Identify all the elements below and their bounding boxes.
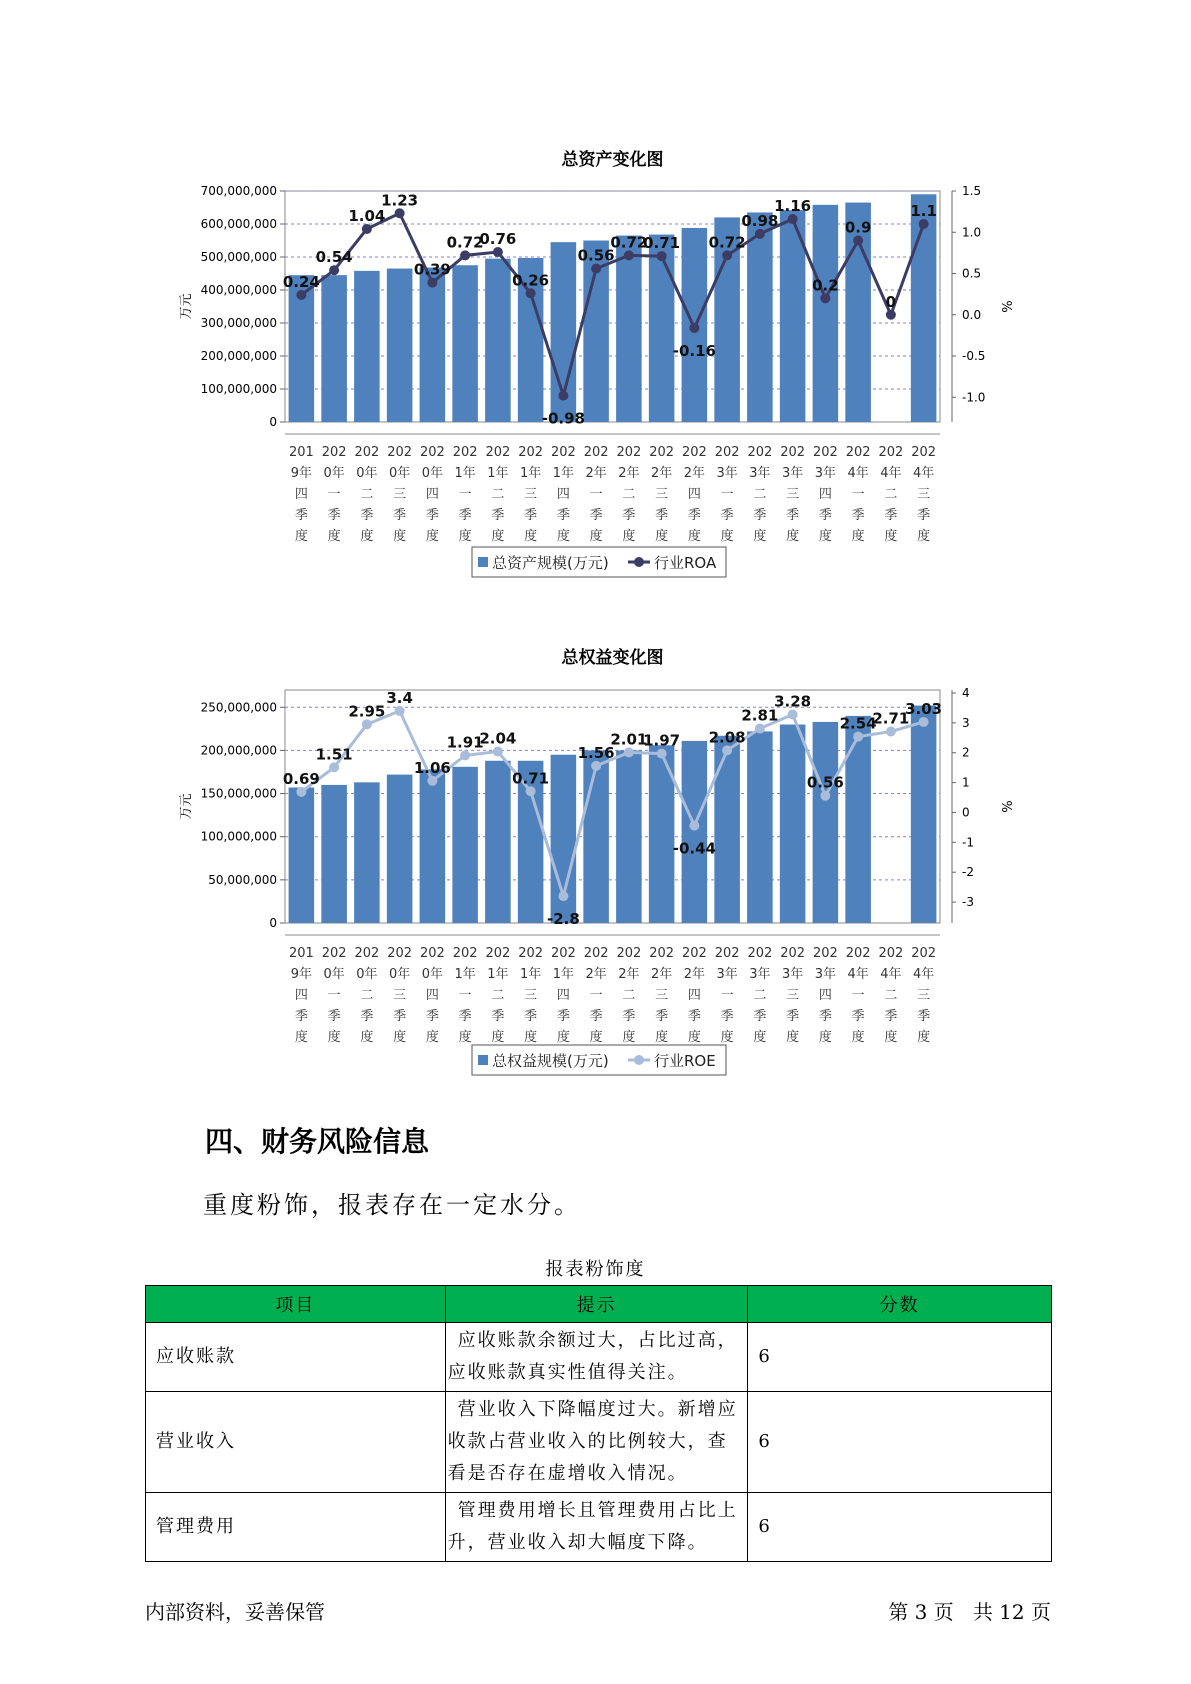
x-tick-label: 202 1年三季度 <box>518 445 544 544</box>
y-tick-label: 200,000,000 <box>200 743 277 758</box>
x-tick-label: 202 4年三季度 <box>911 445 937 544</box>
line-point <box>853 732 863 742</box>
x-tick-label: 202 0年三季度 <box>387 946 413 1045</box>
section-paragraph: 重度粉饰，报表存在一定水分。 <box>203 1191 581 1219</box>
bar <box>813 722 839 923</box>
data-label: 0.69 <box>282 769 320 788</box>
bar <box>813 205 839 422</box>
line-point <box>526 288 536 298</box>
bar <box>911 706 937 923</box>
data-label: 0.39 <box>413 260 451 279</box>
line-point <box>395 706 405 716</box>
line-point <box>296 787 306 797</box>
line-point <box>395 208 405 218</box>
data-label: -0.44 <box>672 839 716 858</box>
total-assets-chart-svg <box>0 140 1191 600</box>
x-tick-label: 202 1年四季度 <box>550 946 576 1045</box>
row-score: 6 <box>748 1323 1052 1392</box>
line-point <box>919 717 929 727</box>
x-tick-label: 202 0年四季度 <box>419 946 445 1045</box>
line-point <box>329 762 339 772</box>
line-point <box>886 310 896 320</box>
x-tick-label: 202 2年四季度 <box>681 946 707 1045</box>
line-point <box>657 251 667 261</box>
x-tick-label: 201 9年四季度 <box>288 946 314 1045</box>
bar <box>714 736 740 923</box>
y-tick-label: 100,000,000 <box>200 829 277 844</box>
line-point <box>329 265 339 275</box>
legend-line-label: 行业ROE <box>654 1052 716 1070</box>
x-tick-label: 202 1年二季度 <box>485 946 511 1045</box>
legend-line-marker <box>634 557 644 567</box>
y-tick-label: 400,000,000 <box>200 283 277 297</box>
line-point <box>624 250 634 260</box>
x-tick-label: 202 1年一季度 <box>452 445 478 544</box>
y2-tick-label: 0.5 <box>962 266 982 281</box>
table-row <box>146 1323 1052 1392</box>
line-point <box>493 747 503 757</box>
table-row <box>146 1493 1052 1562</box>
y2-tick-label: 0.0 <box>962 307 982 322</box>
bar <box>616 750 642 923</box>
table-row <box>146 1392 1052 1493</box>
line-point <box>919 219 929 229</box>
line-point <box>591 264 601 274</box>
y2-tick-label: -2 <box>962 865 974 880</box>
x-tick-label: 202 2年一季度 <box>583 445 609 544</box>
x-tick-label: 202 1年一季度 <box>452 946 478 1045</box>
bar <box>485 761 511 923</box>
line-point <box>820 293 830 303</box>
data-label: 0.72 <box>610 233 648 252</box>
bar <box>780 725 806 923</box>
line-point <box>493 247 503 257</box>
footer-confidential: 内部资料，妥善保管 <box>145 1600 325 1624</box>
x-tick-label: 202 2年三季度 <box>649 946 675 1045</box>
y2-tick-label: 2 <box>962 745 970 760</box>
line-point <box>460 750 470 760</box>
row-hint: 管理费用增长且管理费用占比上升，营业收入却大幅度下降。 <box>445 1493 748 1562</box>
data-label: 1.56 <box>577 743 615 762</box>
total-equity-chart-svg <box>0 640 1191 1090</box>
data-label: -0.98 <box>541 409 585 428</box>
y-tick-label: 600,000,000 <box>200 217 277 231</box>
bar <box>452 265 478 422</box>
data-label: 2.95 <box>348 702 386 721</box>
bar <box>387 269 413 422</box>
line-point <box>427 776 437 786</box>
data-label: -2.8 <box>546 910 580 929</box>
y2-tick-label: 1.5 <box>962 184 982 198</box>
data-label: 3.03 <box>905 699 943 718</box>
x-tick-label: 201 9年四季度 <box>288 445 314 544</box>
data-label: 0.72 <box>708 233 746 252</box>
bar <box>452 767 478 923</box>
plot-area <box>282 191 940 422</box>
x-tick-label: 202 1年二季度 <box>485 445 511 544</box>
data-label: 0.26 <box>512 271 550 290</box>
data-label: 1.23 <box>381 191 419 210</box>
header-hint: 提示 <box>445 1286 748 1323</box>
line-point <box>722 745 732 755</box>
line-point <box>722 250 732 260</box>
line-point <box>689 323 699 333</box>
x-tick-label: 202 2年二季度 <box>616 445 642 544</box>
bar <box>747 731 773 923</box>
bar <box>354 271 380 422</box>
y-tick-label: 50,000,000 <box>208 872 277 887</box>
x-tick-label: 202 3年三季度 <box>780 946 806 1045</box>
y-axis-title: 万元 <box>179 793 194 820</box>
bar <box>845 716 871 923</box>
x-tick-label: 202 1年三季度 <box>518 946 544 1045</box>
y2-tick-label: -0.5 <box>962 349 986 363</box>
data-label: 0.56 <box>806 773 844 792</box>
x-tick-label: 202 4年一季度 <box>845 445 871 544</box>
y-axis-title: 万元 <box>179 293 194 320</box>
data-label: 2.01 <box>610 730 648 749</box>
x-tick-label: 202 3年三季度 <box>780 445 806 544</box>
x-tick-label: 202 4年三季度 <box>911 946 937 1045</box>
bar <box>420 268 446 422</box>
whitewash-table <box>145 1285 1052 1562</box>
bar <box>485 259 511 422</box>
x-tick-label: 202 3年四季度 <box>812 946 838 1045</box>
data-label: 1.04 <box>348 206 386 225</box>
bar <box>321 275 347 422</box>
bar <box>747 212 773 422</box>
data-label: 2.54 <box>839 714 877 733</box>
line-point <box>362 224 372 234</box>
table-header-row <box>146 1286 1052 1323</box>
y2-tick-label: 4 <box>962 685 970 700</box>
line-point <box>624 747 634 757</box>
section-heading: 四、财务风险信息 <box>205 1125 430 1158</box>
bar <box>354 782 380 923</box>
x-tick-label: 202 3年一季度 <box>714 445 740 544</box>
bar <box>583 750 609 923</box>
data-label: 0.72 <box>446 233 484 252</box>
data-label: -0.16 <box>672 341 716 360</box>
line-point <box>755 229 765 239</box>
x-tick-label: 202 2年一季度 <box>583 946 609 1045</box>
data-label: 0.98 <box>741 211 779 230</box>
y2-tick-label: 3 <box>962 715 970 730</box>
y2-tick-label: -3 <box>962 895 974 910</box>
y-tick-label: 150,000,000 <box>200 786 277 801</box>
data-label: 0.54 <box>315 248 353 267</box>
data-label: 2.71 <box>872 709 910 728</box>
legend-line-marker <box>634 1055 644 1065</box>
x-tick-label: 202 0年二季度 <box>354 445 380 544</box>
bar <box>420 769 446 923</box>
x-tick-label: 202 2年二季度 <box>616 946 642 1045</box>
x-tick-label: 202 3年一季度 <box>714 946 740 1045</box>
x-tick-label: 202 2年四季度 <box>681 445 707 544</box>
row-score: 6 <box>748 1392 1052 1493</box>
data-label: 0 <box>885 292 897 311</box>
y-tick-label: 500,000,000 <box>200 250 277 264</box>
row-item: 营业收入 <box>146 1392 446 1493</box>
y2-tick-label: -1.0 <box>962 390 986 405</box>
header-item: 项目 <box>146 1286 446 1323</box>
x-tick-label: 202 1年四季度 <box>550 445 576 544</box>
line-point <box>853 236 863 246</box>
table-caption: 报表粉饰度 <box>545 1259 646 1280</box>
y-tick-label: 0 <box>269 415 277 429</box>
y2-tick-label: 1.0 <box>962 225 982 240</box>
legend-bar-swatch <box>478 557 488 567</box>
x-tick-label: 202 0年四季度 <box>419 445 445 544</box>
y-tick-label: 200,000,000 <box>200 349 277 363</box>
line-point <box>558 891 568 901</box>
x-tick-label: 202 2年三季度 <box>649 445 675 544</box>
row-hint: 应收账款余额过大，占比过高，应收账款真实性值得关注。 <box>445 1323 748 1392</box>
y-tick-label: 0 <box>269 916 277 930</box>
line-point <box>460 250 470 260</box>
total-assets-chart <box>0 140 1191 600</box>
chart-title: 总资产变化图 <box>561 150 664 170</box>
data-label: 1.51 <box>315 745 353 764</box>
line-point <box>657 749 667 759</box>
line-point <box>591 761 601 771</box>
data-label: 0.2 <box>812 276 839 295</box>
data-label: 1.97 <box>643 731 681 750</box>
data-label: 0.24 <box>282 272 320 291</box>
row-hint: 营业收入下降幅度过大。新增应收款占营业收入的比例较大，查看是否存在虚增收入情况。 <box>445 1392 748 1493</box>
bar <box>682 741 708 923</box>
data-label: 1.06 <box>413 758 451 777</box>
bar <box>616 236 642 422</box>
row-item: 应收账款 <box>146 1323 446 1392</box>
line-point <box>362 719 372 729</box>
data-label: 0.9 <box>844 218 872 237</box>
row-score: 6 <box>748 1493 1052 1562</box>
x-tick-label: 202 0年一季度 <box>321 946 347 1045</box>
legend-line-label: 行业ROA <box>654 554 717 572</box>
x-tick-label: 202 3年二季度 <box>747 445 773 544</box>
bar <box>321 785 347 923</box>
x-tick-label: 202 0年一季度 <box>321 445 347 544</box>
data-label: 2.04 <box>479 729 517 748</box>
line-point <box>820 791 830 801</box>
total-equity-chart <box>0 640 1191 1090</box>
x-tick-label: 202 4年二季度 <box>878 445 904 544</box>
line-point <box>788 709 798 719</box>
data-label: 1.16 <box>774 197 812 216</box>
data-label: 3.4 <box>386 688 413 707</box>
legend-bar-swatch <box>478 1055 488 1065</box>
line-point <box>788 214 798 224</box>
y2-tick-label: 0 <box>962 805 970 820</box>
y-tick-label: 100,000,000 <box>200 382 277 396</box>
legend-bar-label: 总资产规模(万元) <box>492 554 609 572</box>
x-tick-label: 202 0年三季度 <box>387 445 413 544</box>
x-tick-label: 202 4年二季度 <box>878 946 904 1045</box>
bar <box>289 788 315 923</box>
x-tick-label: 202 3年四季度 <box>812 445 838 544</box>
y2-axis-title: % <box>998 800 1013 813</box>
line-point <box>526 786 536 796</box>
line-point <box>427 278 437 288</box>
x-tick-label: 202 0年二季度 <box>354 946 380 1045</box>
data-label: 2.08 <box>708 728 746 747</box>
header-score: 分数 <box>748 1286 1052 1323</box>
bar <box>649 235 675 422</box>
y2-tick-label: 1 <box>962 775 970 790</box>
data-label: 0.71 <box>643 234 681 253</box>
y-tick-label: 250,000,000 <box>200 700 277 715</box>
data-label: 0.56 <box>577 246 615 265</box>
line-point <box>689 821 699 831</box>
data-label: 3.28 <box>774 692 812 711</box>
y2-tick-label: -1 <box>962 835 974 850</box>
line-point <box>755 724 765 734</box>
data-label: 2.81 <box>741 706 779 725</box>
x-tick-label: 202 3年二季度 <box>747 946 773 1045</box>
row-item: 管理费用 <box>146 1493 446 1562</box>
x-tick-label: 202 4年一季度 <box>845 946 871 1045</box>
y-tick-label: 700,000,000 <box>200 184 277 198</box>
y-tick-label: 300,000,000 <box>200 316 277 330</box>
footer-page-number: 第 3 页 共 12 页 <box>888 1600 1051 1624</box>
legend-bar-label: 总权益规模(万元) <box>492 1052 609 1070</box>
line-point <box>296 290 306 300</box>
bar <box>387 775 413 923</box>
line-point <box>886 727 896 737</box>
data-label: 1.91 <box>446 733 484 752</box>
data-label: 0.76 <box>479 230 517 249</box>
data-label: 0.71 <box>512 769 550 788</box>
data-label: 1.1 <box>910 202 937 220</box>
y2-axis-title: % <box>998 300 1013 313</box>
chart-title: 总权益变化图 <box>561 648 664 668</box>
line-point <box>558 391 568 401</box>
